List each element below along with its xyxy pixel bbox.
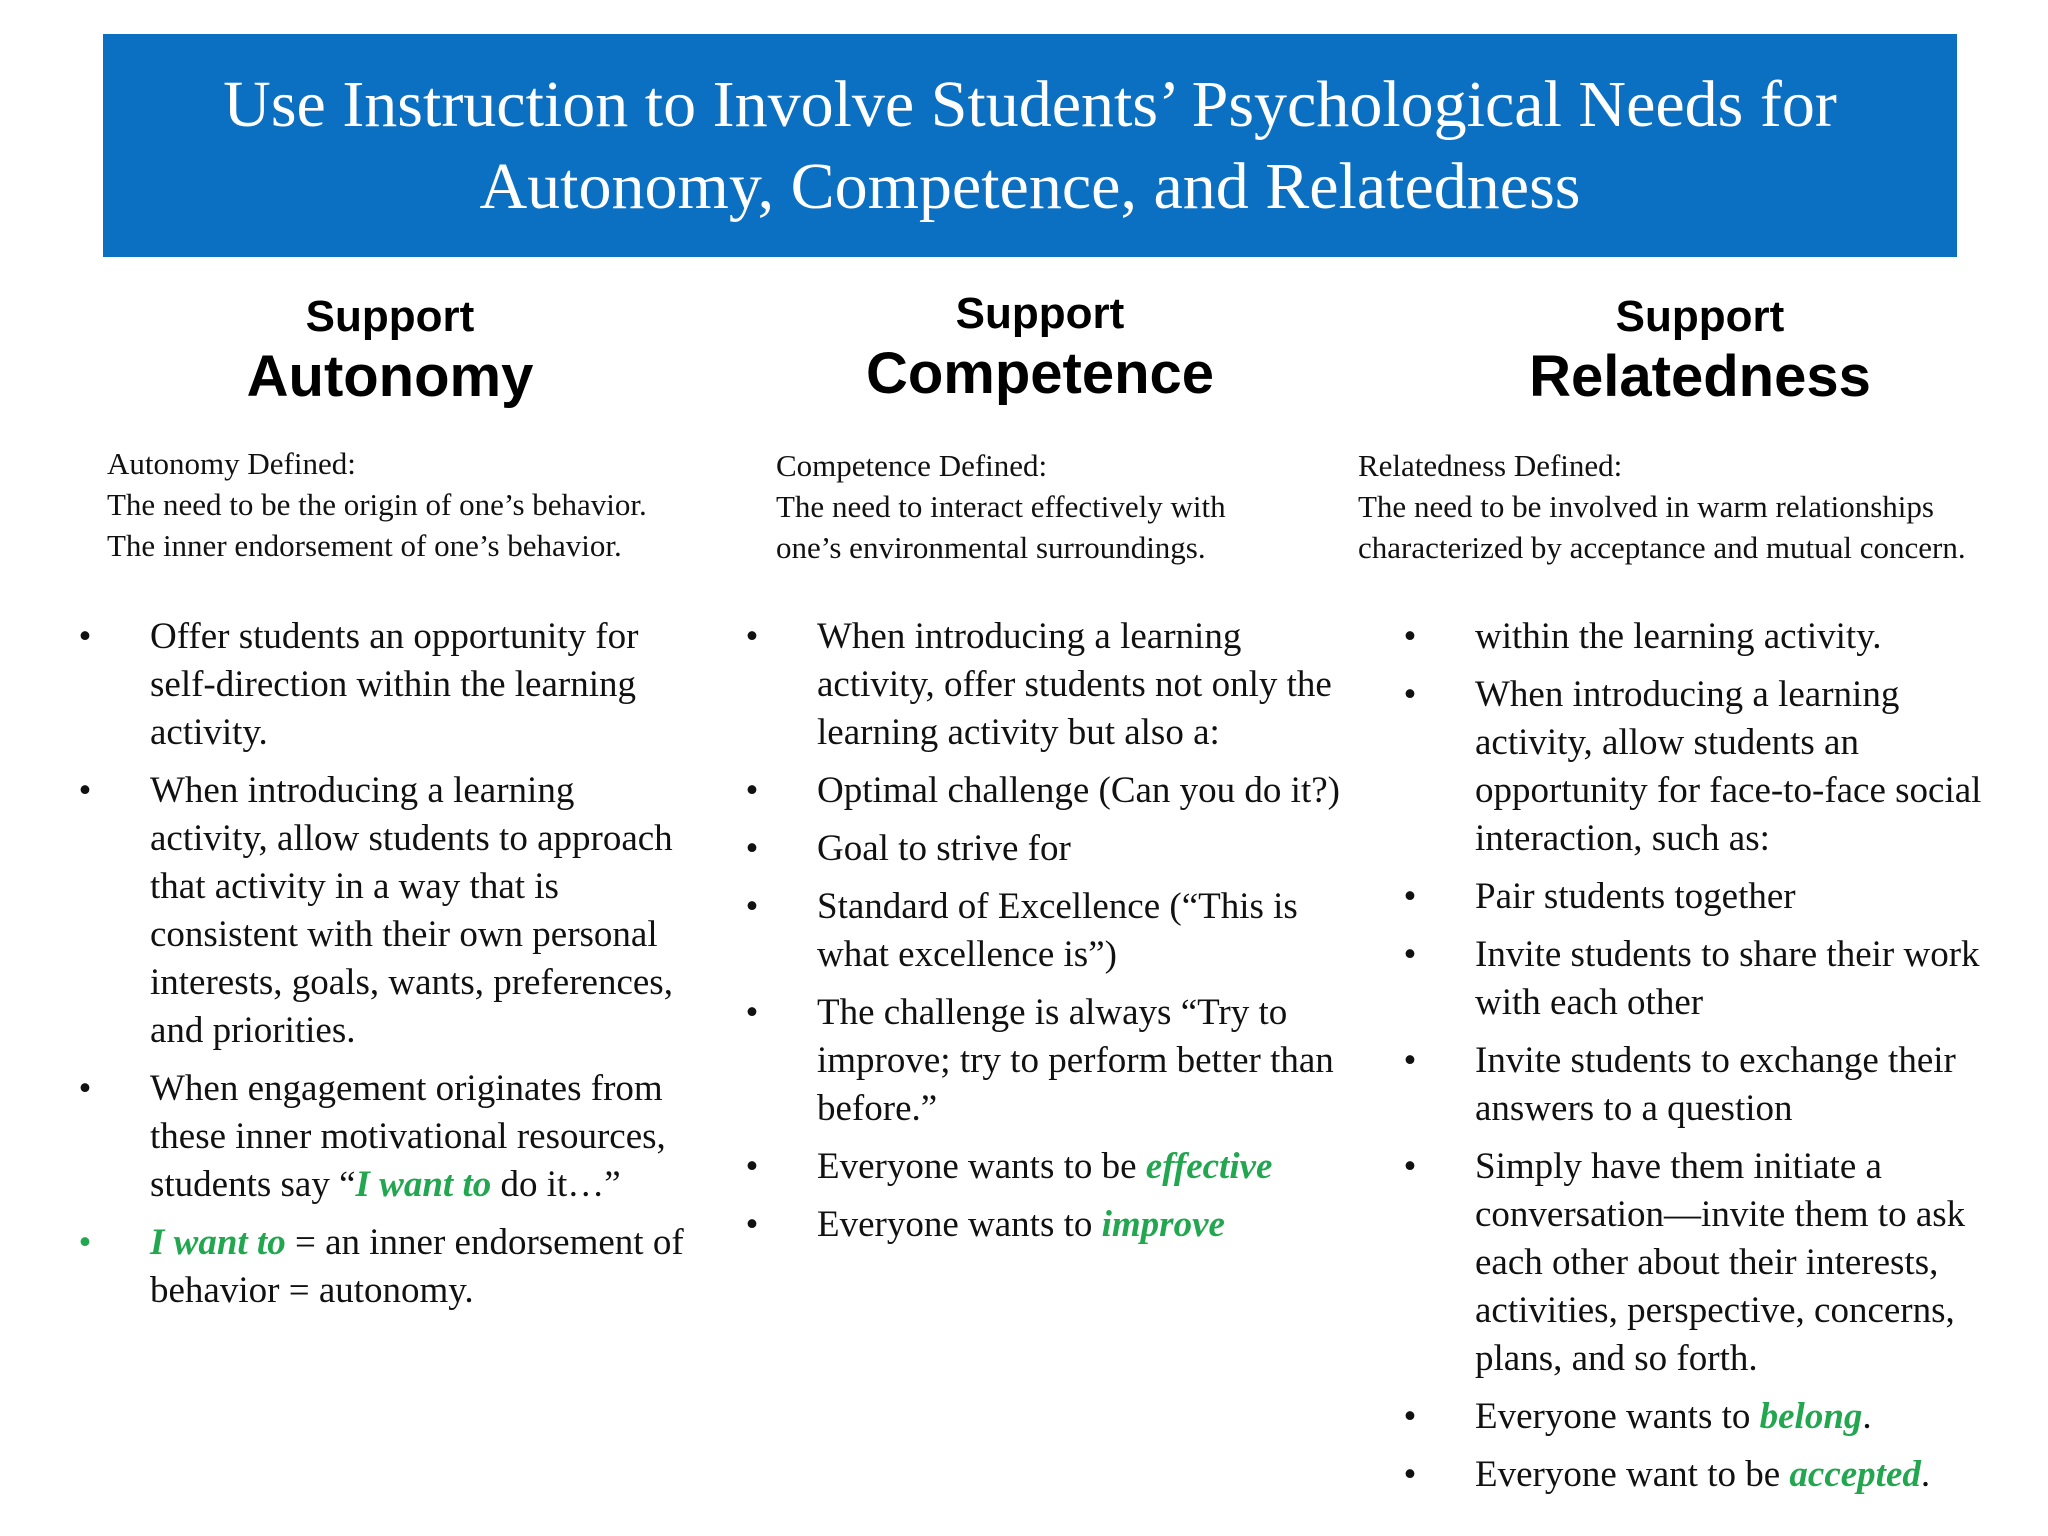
- bullet-dot: •: [745, 886, 759, 927]
- title-line-2: Autonomy, Competence, and Relatedness: [479, 149, 1581, 223]
- title-banner: [103, 34, 1957, 257]
- highlight-text: I want to: [355, 1164, 492, 1205]
- bullet-dot: •: [745, 616, 759, 657]
- bullet-dot-green: •: [78, 1222, 92, 1263]
- bullet-dot: •: [1403, 1454, 1417, 1495]
- competence-heading: [730, 287, 1350, 407]
- title-line-1: Use Instruction to Involve Students’ Psychological Needs for: [223, 67, 1837, 141]
- autonomy-definition-line-1: The need to be the origin of one’s behavior.: [107, 487, 647, 522]
- bullet-dot: •: [78, 1068, 92, 1109]
- bullet-dot: •: [1403, 1146, 1417, 1187]
- competence-heading-title: Competence: [865, 341, 1215, 406]
- competence-definition-line-1: The need to interact effectively with: [776, 489, 1226, 524]
- relatedness-definition-line-2: characterized by acceptance and mutual concern.: [1358, 530, 1966, 565]
- bullet-dot: •: [1403, 1040, 1417, 1081]
- list-item: • I want to = an inner endorsement of behavior = autonomy.: [70, 1219, 700, 1315]
- list-item: • Everyone wants to improve: [737, 1201, 1342, 1249]
- list-item: • Everyone want to be accepted.: [1395, 1451, 2025, 1499]
- list-item: • Everyone wants to be effective: [737, 1143, 1342, 1191]
- bullet-dot: •: [745, 770, 759, 811]
- list-item: • When introducing a learning activity, offer students not only the learning activity but also a:: [737, 613, 1342, 757]
- highlight-text: I want to: [150, 1222, 286, 1263]
- bullet-dot: •: [1403, 1396, 1417, 1437]
- list-item: • Everyone wants to belong.: [1395, 1393, 2025, 1441]
- autonomy-column: [60, 290, 720, 410]
- highlight-text: accepted: [1789, 1454, 1921, 1495]
- bullet-dot: •: [1403, 876, 1417, 917]
- list-item: • Simply have them initiate a conversation—invite them to ask each other about their interests, activities, perspective, concerns, plans, and so forth.: [1395, 1143, 2025, 1383]
- competence-heading-support: Support: [955, 289, 1125, 338]
- competence-definition-line-2: one’s environmental surroundings.: [776, 530, 1206, 565]
- autonomy-definition-line-2: The inner endorsement of one’s behavior.: [107, 528, 622, 563]
- bullet-dot: •: [1403, 616, 1417, 657]
- list-item: • Optimal challenge (Can you do it?): [737, 767, 1342, 815]
- highlight-text: improve: [1101, 1204, 1225, 1245]
- autonomy-definition: [107, 443, 647, 566]
- highlight-text: belong: [1759, 1396, 1863, 1437]
- list-item: • Offer students an opportunity for self-direction within the learning activity.: [70, 613, 700, 757]
- relatedness-heading-title: Relatedness: [1529, 344, 1871, 409]
- competence-column: [730, 290, 1350, 407]
- autonomy-heading: [60, 290, 720, 410]
- autonomy-heading-support: Support: [305, 292, 475, 341]
- autonomy-bullet-list: [70, 613, 700, 1325]
- relatedness-column: [1390, 290, 2040, 410]
- relatedness-definition: [1358, 445, 1966, 568]
- relatedness-heading: [1390, 290, 2010, 410]
- competence-bullet-list: [737, 613, 1342, 1259]
- bullet-dot: •: [1403, 674, 1417, 715]
- bullet-dot: •: [1403, 934, 1417, 975]
- list-item: • When introducing a learning activity, allow students an opportunity for face-to-face social interaction, such as:: [1395, 671, 2025, 863]
- competence-definition: [776, 445, 1226, 568]
- autonomy-heading-title: Autonomy: [246, 344, 534, 409]
- list-item: • Standard of Excellence (“This is what excellence is”): [737, 883, 1342, 979]
- bullet-dot: •: [745, 992, 759, 1033]
- bullet-dot: •: [78, 770, 92, 811]
- list-item: • Invite students to share their work with each other: [1395, 931, 2025, 1027]
- highlight-text: effective: [1145, 1146, 1273, 1187]
- bullet-dot: •: [745, 1146, 759, 1187]
- list-item: • When engagement originates from these inner motivational resources, students say “I want to do it…”: [70, 1065, 700, 1209]
- relatedness-bullet-list: [1395, 613, 2025, 1509]
- bullet-dot: •: [745, 1204, 759, 1245]
- list-item: • Goal to strive for: [737, 825, 1342, 873]
- list-item: • Invite students to exchange their answers to a question: [1395, 1037, 2025, 1133]
- competence-definition-label: Competence Defined:: [776, 448, 1048, 483]
- autonomy-definition-label: Autonomy Defined:: [107, 446, 356, 481]
- list-item: • within the learning activity.: [1395, 613, 2025, 661]
- list-item: • The challenge is always “Try to improve; try to perform better than before.”: [737, 989, 1342, 1133]
- relatedness-heading-support: Support: [1615, 292, 1785, 341]
- bullet-dot: •: [745, 828, 759, 869]
- list-item: • When introducing a learning activity, allow students to approach that activity in a way that is consistent with their own personal interests, goals, wants, preferences, and priorities.: [70, 767, 700, 1055]
- relatedness-definition-label: Relatedness Defined:: [1358, 448, 1623, 483]
- relatedness-definition-line-1: The need to be involved in warm relationships: [1358, 489, 1934, 524]
- bullet-dot: •: [78, 616, 92, 657]
- list-item: • Pair students together: [1395, 873, 2025, 921]
